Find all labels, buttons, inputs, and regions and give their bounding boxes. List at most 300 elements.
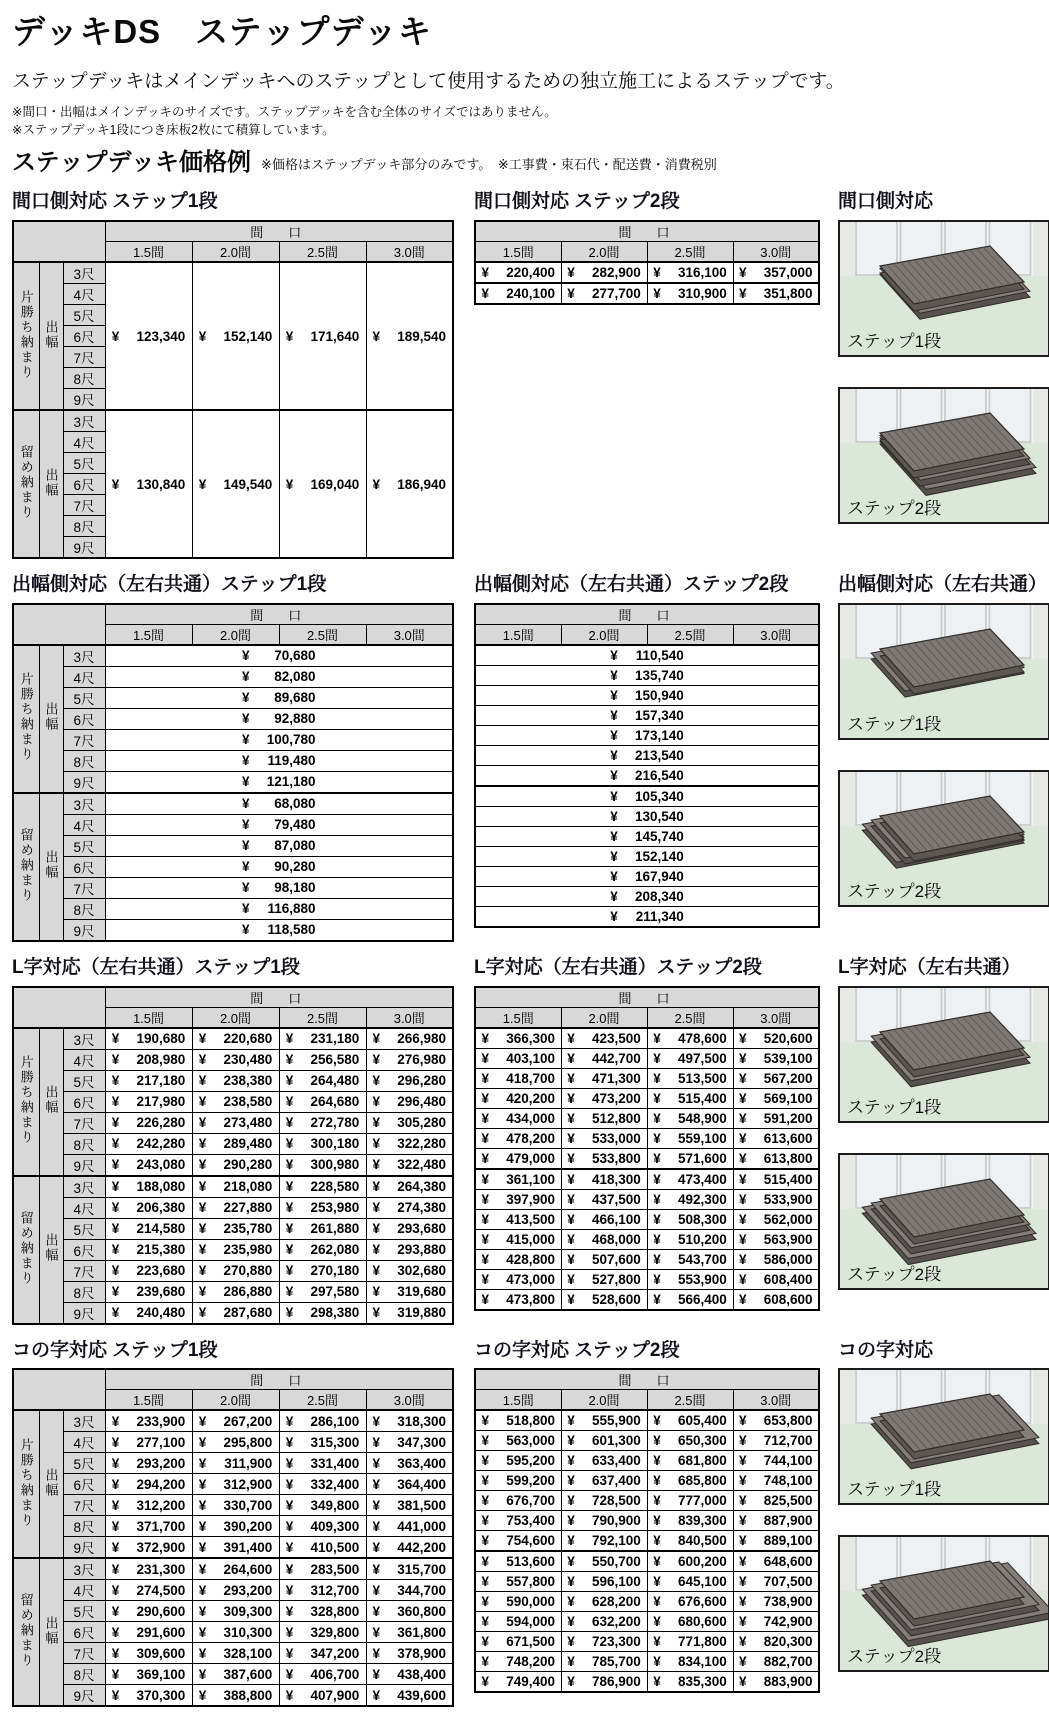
- price-amount: 119,480: [267, 753, 316, 769]
- yen-sign: ¥: [198, 1561, 207, 1577]
- price-cell: [475, 1592, 561, 1612]
- price-cell: [733, 1048, 819, 1068]
- group-label: 片勝ち納まり: [18, 1437, 34, 1528]
- yen-sign: ¥: [372, 1136, 381, 1152]
- yen-sign: ¥: [111, 1666, 120, 1682]
- size-label: 7尺: [63, 877, 105, 898]
- price-cell: [475, 262, 561, 283]
- group-label-cell: [13, 1176, 39, 1324]
- price-cell: [192, 1260, 279, 1281]
- price-cell: [366, 1601, 453, 1622]
- table-body: [13, 1410, 453, 1706]
- price-cell: [647, 1612, 733, 1632]
- table-row: [13, 835, 453, 856]
- price-amount: 515,400: [763, 1171, 813, 1187]
- size-label: 5尺: [63, 687, 105, 708]
- price-amount: 344,700: [397, 1582, 447, 1598]
- table-row: [13, 793, 453, 815]
- price-cell: [475, 1431, 561, 1451]
- size-label: 4尺: [63, 666, 105, 687]
- price-cell: [366, 1028, 453, 1050]
- price-amount: 676,700: [506, 1493, 555, 1509]
- price-amount: 238,380: [223, 1073, 273, 1089]
- table-row: [475, 745, 819, 765]
- price-cell: [647, 1229, 733, 1249]
- table-row: [475, 806, 819, 826]
- price-cell: [105, 1664, 192, 1685]
- price-cell: [192, 1453, 279, 1474]
- price-amount: 302,680: [397, 1263, 447, 1279]
- maguchi-span-header: 間 口: [105, 221, 453, 242]
- size-label: 3尺: [63, 410, 105, 432]
- price-amount: 366,300: [506, 1030, 555, 1046]
- size-label: 8尺: [63, 516, 105, 537]
- yen-sign: ¥: [285, 1645, 294, 1661]
- price-cell: [192, 1154, 279, 1176]
- price-amount: 293,880: [397, 1242, 447, 1258]
- price-amount: 513,500: [677, 1070, 727, 1086]
- price-amount: 145,740: [634, 828, 684, 844]
- yen-sign: ¥: [285, 1624, 294, 1640]
- width-label-cell: [39, 793, 63, 941]
- price-amount: 676,600: [677, 1594, 727, 1610]
- price-amount: 590,000: [506, 1594, 555, 1610]
- price-amount: 273,480: [223, 1115, 273, 1131]
- price-amount: 586,000: [763, 1251, 813, 1267]
- price-cell: [475, 886, 819, 906]
- price-amount: 208,340: [634, 888, 684, 904]
- yen-sign: ¥: [481, 1634, 489, 1650]
- section-heading-step1: 間口側対応 ステップ1段: [12, 191, 218, 213]
- size-label: 4尺: [63, 1197, 105, 1218]
- price-amount: 512,800: [591, 1110, 641, 1126]
- table-row: [13, 1218, 453, 1239]
- price-cell: [647, 262, 733, 283]
- price-cell: [561, 1088, 647, 1108]
- price-amount: 310,900: [677, 286, 727, 302]
- price-amount: 428,800: [506, 1251, 555, 1267]
- price-cell: [192, 1281, 279, 1302]
- yen-sign: ¥: [481, 1191, 489, 1207]
- price-cell: [475, 685, 819, 705]
- price-amount: 563,000: [506, 1433, 555, 1449]
- price-amount: 550,700: [591, 1554, 641, 1570]
- table-row: [475, 1269, 819, 1289]
- maguchi-span-header: 間 口: [105, 987, 453, 1008]
- yen-sign: ¥: [653, 1554, 661, 1570]
- yen-sign: ¥: [739, 1533, 747, 1549]
- price-cell: [647, 1592, 733, 1612]
- size-label: 3尺: [63, 1558, 105, 1580]
- price-cell: [561, 1048, 647, 1068]
- price-amount: 270,880: [223, 1263, 273, 1279]
- yen-sign: ¥: [653, 1614, 661, 1630]
- price-amount: 92,880: [274, 711, 316, 727]
- price-amount: 267,200: [223, 1413, 273, 1429]
- price-amount: 310,300: [223, 1624, 273, 1640]
- price-table-lji-step1: [12, 986, 454, 1325]
- size-label: 4尺: [63, 1432, 105, 1453]
- size-label: 3尺: [63, 1028, 105, 1050]
- price-amount: 497,500: [677, 1050, 727, 1066]
- price-amount: 208,980: [136, 1052, 186, 1068]
- price-cell: [279, 1495, 366, 1516]
- price-cell: [366, 1537, 453, 1559]
- price-amount: 214,580: [136, 1221, 186, 1237]
- price-amount: 567,200: [763, 1070, 813, 1086]
- width-label: 出幅: [43, 1233, 59, 1264]
- yen-sign: ¥: [372, 1561, 381, 1577]
- price-cell: [366, 1049, 453, 1070]
- table-row: [13, 1622, 453, 1643]
- price-cell: [475, 1068, 561, 1088]
- section-lji-step1-column: [12, 956, 453, 1325]
- yen-sign: ¥: [372, 1031, 381, 1047]
- table-row: [475, 786, 819, 807]
- section-debaba-images-column: [838, 573, 1049, 907]
- table-row: [475, 1068, 819, 1088]
- price-cell: [475, 745, 819, 765]
- column-header: 2.0間: [192, 1007, 279, 1028]
- price-amount: 264,480: [310, 1073, 360, 1089]
- yen-sign: ¥: [567, 1614, 575, 1630]
- price-amount: 227,880: [223, 1200, 273, 1216]
- table-row: [13, 1537, 453, 1559]
- yen-sign: ¥: [285, 1455, 294, 1471]
- yen-sign: ¥: [653, 1413, 661, 1429]
- yen-sign: ¥: [739, 1090, 747, 1106]
- table-row: [13, 1580, 453, 1601]
- price-cell: [733, 1431, 819, 1451]
- price-amount: 347,200: [310, 1645, 360, 1661]
- yen-sign: ¥: [739, 1070, 747, 1086]
- deck-image-maguchi-step2: [838, 387, 1049, 524]
- table-row: [475, 886, 819, 906]
- size-label: 3尺: [63, 645, 105, 667]
- price-amount: 298,380: [310, 1305, 360, 1321]
- price-amount: 256,580: [310, 1052, 360, 1068]
- table-header: [475, 1369, 819, 1410]
- price-cell: [192, 1474, 279, 1495]
- price-amount: 233,900: [136, 1413, 186, 1429]
- price-amount: 369,100: [136, 1666, 186, 1682]
- price-amount: 100,780: [266, 732, 316, 748]
- price-cell: [105, 708, 453, 729]
- price-cell: [561, 1451, 647, 1471]
- price-amount: 286,880: [223, 1284, 273, 1300]
- size-label: 6尺: [63, 1091, 105, 1112]
- price-cell: [647, 1491, 733, 1511]
- price-amount: 277,700: [591, 286, 641, 302]
- price-amount: 361,800: [397, 1624, 447, 1640]
- price-cell: [279, 1239, 366, 1260]
- price-amount: 637,400: [591, 1473, 641, 1489]
- price-amount: 157,340: [634, 707, 684, 723]
- price-amount: 293,200: [223, 1582, 273, 1598]
- yen-sign: ¥: [739, 1433, 747, 1449]
- column-header: 3.0間: [366, 1007, 453, 1028]
- size-label: 3尺: [63, 793, 105, 815]
- price-cell: [279, 1432, 366, 1453]
- price-amount: 840,500: [677, 1533, 727, 1549]
- price-amount: 442,700: [591, 1050, 641, 1066]
- price-amount: 439,600: [397, 1687, 447, 1703]
- section-maguchi-step1-column: [12, 190, 453, 559]
- size-label: 5尺: [63, 1218, 105, 1239]
- price-table-lji-step2: [474, 986, 820, 1311]
- yen-sign: ¥: [610, 667, 618, 683]
- price-amount: 528,600: [591, 1291, 641, 1307]
- column-header: 1.5間: [475, 1390, 561, 1411]
- price-cell: [192, 262, 279, 410]
- maguchi-span-header: 間 口: [105, 604, 453, 625]
- price-amount: 434,000: [506, 1110, 555, 1126]
- price-cell: [647, 1632, 733, 1652]
- price-cell: [366, 1453, 453, 1474]
- price-amount: 728,500: [591, 1493, 641, 1509]
- price-cell: [279, 1601, 366, 1622]
- price-cell: [105, 1239, 192, 1260]
- yen-sign: ¥: [481, 1473, 489, 1489]
- yen-sign: ¥: [242, 669, 250, 685]
- price-cell: [192, 1133, 279, 1154]
- price-amount: 347,300: [397, 1434, 447, 1450]
- price-amount: 206,380: [136, 1200, 186, 1216]
- price-cell: [475, 1491, 561, 1511]
- size-label: 6尺: [63, 1622, 105, 1643]
- price-amount: 297,580: [310, 1284, 360, 1300]
- section-konoji-step2-column: [474, 1339, 819, 1694]
- price-amount: 82,080: [274, 669, 316, 685]
- price-amount: 680,600: [677, 1614, 727, 1630]
- price-amount: 328,800: [310, 1603, 360, 1619]
- price-cell: [561, 1209, 647, 1229]
- price-cell: [733, 1289, 819, 1310]
- yen-sign: ¥: [372, 1157, 381, 1173]
- price-amount: 883,900: [763, 1674, 813, 1690]
- yen-sign: ¥: [567, 1634, 575, 1650]
- price-cell: [733, 1128, 819, 1148]
- table-header: [475, 987, 819, 1028]
- price-cell: [279, 410, 366, 558]
- price-cell: [192, 1601, 279, 1622]
- column-header: 3.0間: [366, 242, 453, 263]
- table-row: [475, 1491, 819, 1511]
- price-amount: 272,780: [310, 1115, 360, 1131]
- price-cell: [475, 1652, 561, 1672]
- table-row: [13, 856, 453, 877]
- price-amount: 70,680: [274, 648, 316, 664]
- yen-sign: ¥: [739, 1674, 747, 1690]
- price-cell: [475, 645, 819, 666]
- price-cell: [475, 283, 561, 304]
- size-label: 9尺: [63, 1154, 105, 1176]
- table-row: [475, 1652, 819, 1672]
- yen-sign: ¥: [285, 1179, 294, 1195]
- group-label: 片勝ち納まり: [18, 672, 34, 763]
- price-amount: 217,980: [136, 1094, 186, 1110]
- yen-sign: ¥: [198, 1455, 207, 1471]
- yen-sign: ¥: [285, 476, 294, 492]
- price-amount: 186,940: [397, 476, 447, 492]
- price-cell: [733, 1451, 819, 1471]
- price-cell: [279, 1410, 366, 1432]
- section-heading-step2: コの字対応 ステップ2段: [474, 1339, 680, 1361]
- note-line: ※間口・出幅はメインデッキのサイズです。ステップデッキを含む全体のサイズではありません。: [12, 104, 557, 119]
- price-amount: 130,540: [634, 808, 684, 824]
- price-amount: 539,100: [763, 1050, 813, 1066]
- yen-sign: ¥: [111, 1561, 120, 1577]
- table-row: [475, 1672, 819, 1693]
- price-table-maguchi-step2: [474, 220, 820, 305]
- yen-sign: ¥: [567, 1533, 575, 1549]
- price-amount: 312,900: [223, 1476, 273, 1492]
- yen-sign: ¥: [567, 1453, 575, 1469]
- price-amount: 889,100: [763, 1533, 813, 1549]
- yen-sign: ¥: [111, 1518, 120, 1534]
- yen-sign: ¥: [653, 1070, 661, 1086]
- table-row: [13, 1601, 453, 1622]
- yen-sign: ¥: [111, 1031, 120, 1047]
- table-row: [13, 1516, 453, 1537]
- yen-sign: ¥: [372, 1476, 381, 1492]
- yen-sign: ¥: [481, 1110, 489, 1126]
- price-cell: [561, 1229, 647, 1249]
- size-label: 9尺: [63, 389, 105, 411]
- size-label: 7尺: [63, 1495, 105, 1516]
- price-amount: 363,400: [397, 1455, 447, 1471]
- column-header: 1.5間: [105, 1390, 192, 1411]
- price-cell: [366, 1516, 453, 1537]
- yen-sign: ¥: [372, 1687, 381, 1703]
- price-cell: [647, 1169, 733, 1190]
- size-label: 4尺: [63, 284, 105, 305]
- yen-sign: ¥: [481, 1574, 489, 1590]
- yen-sign: ¥: [653, 1674, 661, 1690]
- price-amount: 290,600: [136, 1603, 186, 1619]
- size-label: 9尺: [63, 919, 105, 941]
- width-label-cell: [39, 1176, 63, 1324]
- price-cell: [192, 1537, 279, 1559]
- section-heading-step2: 出幅側対応（左右共通）ステップ2段: [474, 574, 789, 596]
- price-cell: [733, 283, 819, 304]
- price-amount: 295,800: [223, 1434, 273, 1450]
- price-amount: 608,600: [763, 1291, 813, 1307]
- price-amount: 231,300: [136, 1561, 186, 1577]
- yen-sign: ¥: [610, 647, 618, 663]
- corner-cell: [13, 604, 105, 645]
- yen-sign: ¥: [111, 1073, 120, 1089]
- size-label: 5尺: [63, 453, 105, 474]
- image-caption: ステップ1段: [847, 1480, 942, 1500]
- yen-sign: ¥: [739, 1271, 747, 1287]
- price-amount: 533,900: [763, 1191, 813, 1207]
- price-cell: [475, 1169, 561, 1190]
- maguchi-span-header: 間 口: [475, 221, 819, 242]
- size-label: 6尺: [63, 708, 105, 729]
- table-row: [13, 687, 453, 708]
- yen-sign: ¥: [111, 1305, 120, 1321]
- price-cell: [561, 1269, 647, 1289]
- price-cell: [105, 1685, 192, 1707]
- table-body: [475, 262, 819, 304]
- price-amount: 420,200: [506, 1090, 555, 1106]
- yen-sign: ¥: [198, 1539, 207, 1555]
- yen-sign: ¥: [372, 1094, 381, 1110]
- yen-sign: ¥: [653, 1150, 661, 1166]
- column-header: 1.5間: [475, 1007, 561, 1028]
- price-amount: 785,700: [591, 1654, 641, 1670]
- yen-sign: ¥: [739, 1574, 747, 1590]
- yen-sign: ¥: [481, 286, 489, 302]
- price-cell: [561, 1189, 647, 1209]
- price-cell: [733, 1249, 819, 1269]
- price-cell: [105, 1537, 192, 1559]
- yen-sign: ¥: [653, 1191, 661, 1207]
- price-cell: [733, 1169, 819, 1190]
- size-label: 4尺: [63, 1049, 105, 1070]
- yen-sign: ¥: [481, 1171, 489, 1187]
- price-cell: [733, 1088, 819, 1108]
- yen-sign: ¥: [111, 1687, 120, 1703]
- table-row: [13, 1432, 453, 1453]
- price-amount: 294,200: [136, 1476, 186, 1492]
- yen-sign: ¥: [739, 1211, 747, 1227]
- yen-sign: ¥: [481, 1594, 489, 1610]
- price-amount: 471,300: [591, 1070, 641, 1086]
- price-cell: [366, 1432, 453, 1453]
- yen-sign: ¥: [198, 1031, 207, 1047]
- table-row: [475, 1431, 819, 1451]
- table-row: [13, 1643, 453, 1664]
- yen-sign: ¥: [481, 1271, 489, 1287]
- column-header: 2.5間: [279, 1007, 366, 1028]
- price-amount: 413,500: [506, 1211, 555, 1227]
- yen-sign: ¥: [653, 1473, 661, 1489]
- column-header: 1.5間: [105, 1007, 192, 1028]
- price-amount: 473,800: [506, 1291, 555, 1307]
- yen-sign: ¥: [198, 1582, 207, 1598]
- price-amount: 533,000: [591, 1130, 641, 1146]
- size-label: 8尺: [63, 898, 105, 919]
- table-body: [475, 645, 819, 927]
- price-cell: [475, 1088, 561, 1108]
- yen-sign: ¥: [567, 1030, 575, 1046]
- deck-image-lji-step2: [838, 1153, 1049, 1290]
- yen-sign: ¥: [242, 690, 250, 706]
- price-cell: [366, 1154, 453, 1176]
- maguchi-span-header: 間 口: [475, 604, 819, 625]
- yen-sign: ¥: [567, 1251, 575, 1267]
- price-cell: [366, 410, 453, 558]
- price-cell: [105, 1218, 192, 1239]
- yen-sign: ¥: [610, 828, 618, 844]
- price-cell: [366, 1176, 453, 1198]
- yen-sign: ¥: [372, 1624, 381, 1640]
- yen-sign: ¥: [372, 1115, 381, 1131]
- yen-sign: ¥: [739, 1634, 747, 1650]
- yen-sign: ¥: [567, 1150, 575, 1166]
- table-row: [475, 1410, 819, 1431]
- table-header: [13, 604, 453, 645]
- yen-sign: ¥: [111, 1094, 120, 1110]
- price-cell: [105, 1197, 192, 1218]
- yen-sign: ¥: [198, 1624, 207, 1640]
- section-lji-step2-column: [474, 956, 819, 1311]
- yen-sign: ¥: [198, 1284, 207, 1300]
- price-cell: [105, 410, 192, 558]
- group-label-cell: [13, 1410, 39, 1558]
